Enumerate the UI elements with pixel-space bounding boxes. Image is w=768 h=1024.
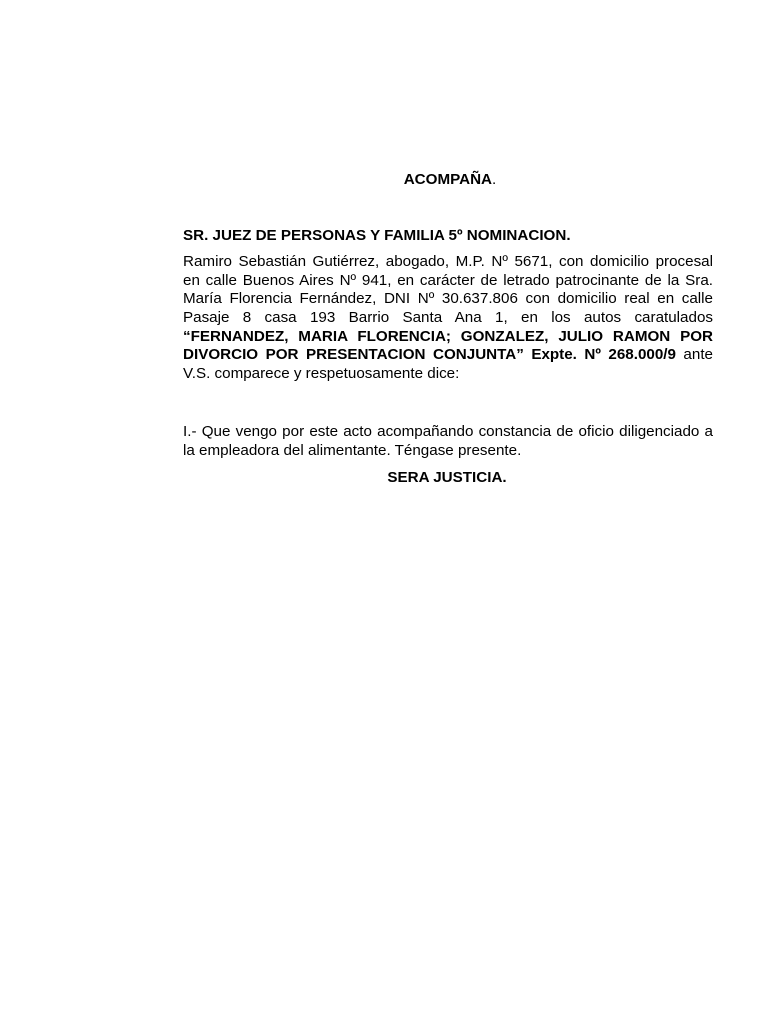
request-paragraph: I.- Que vengo por este acto acompañando constancia de oficio diligenciado a la empleadora del alimentante. Téngase presente. <box>183 423 713 459</box>
document-title <box>183 171 713 190</box>
document-content <box>183 171 713 487</box>
closing-formula: SERA JUSTICIA. <box>387 468 507 486</box>
addressee-heading: SR. JUEZ DE PERSONAS Y FAMILIA 5º NOMINACION. <box>183 226 571 244</box>
body-intro: Ramiro Sebastián Gutiérrez, abogado, M.P. Nº 5671, con domicilio procesal en calle Buenos Aires Nº 941, en carácter de letrado patrocinante de la Sra. María Florencia Fernández, DNI Nº 30.637.806 con domicilio real en calle Pasaje 8 casa 193 Barrio Santa Ana 1, en los autos caratulados <box>183 253 713 326</box>
title-period: . <box>492 171 497 188</box>
body-closing-clause: ante V.S. comparece y respetuosamente dice: <box>183 346 713 382</box>
case-caption: “FERNANDEZ, MARIA FLORENCIA; GONZALEZ, JULIO RAMON POR DIVORCIO POR PRESENTACION CONJUNTA” Expte. Nº 268.000/9 <box>183 327 713 364</box>
title-text: ACOMPAÑA <box>403 171 493 188</box>
body-paragraph <box>183 253 713 383</box>
